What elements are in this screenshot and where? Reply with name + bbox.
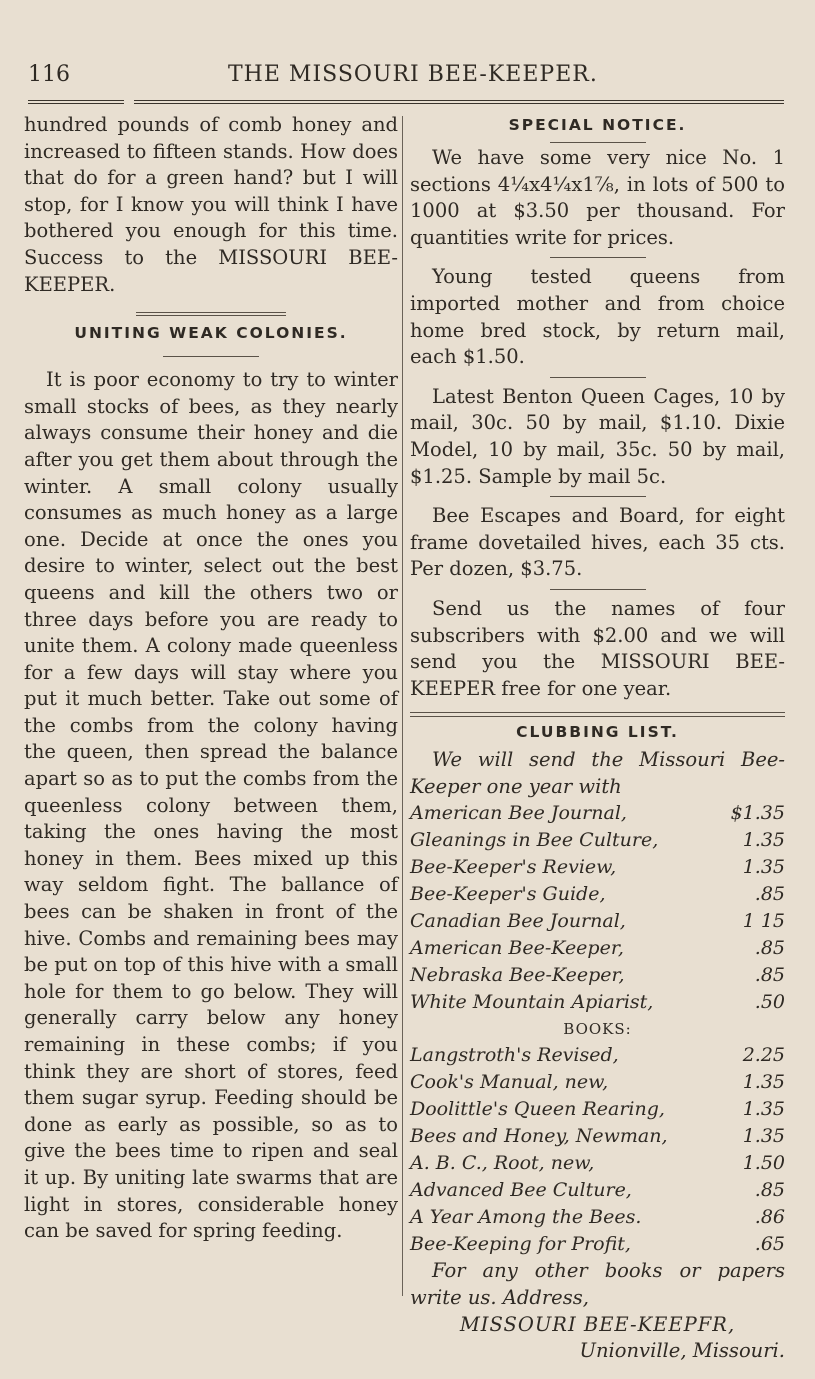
list-item: American Bee-Keeper, .85 — [410, 937, 785, 960]
heading-rule — [163, 356, 259, 357]
clubbing-intro: We will send the Missouri Bee-Keeper one year with — [410, 748, 785, 798]
club-rule-top-2 — [410, 716, 785, 717]
publisher-name: MISSOURI BEE-KEEPFR, — [459, 1312, 736, 1336]
closing-text: For any other books or papers write us. Address, — [410, 1259, 785, 1310]
notice-rule-0 — [550, 142, 646, 143]
notice-queens: Young tested queens from imported mother and from choice home bred stock, by return mail, each $1.50. — [410, 265, 785, 369]
books-label: BOOKS: — [563, 1020, 632, 1039]
column-divider — [402, 116, 403, 1296]
page-header — [28, 62, 784, 96]
list-item: Doolittle's Queen Rearing, 1.35 — [410, 1098, 785, 1121]
notice-rule-1 — [550, 257, 646, 258]
list-item: White Mountain Apiarist, .50 — [410, 991, 785, 1014]
notice-rule-4 — [550, 589, 646, 590]
header-rule-left-2 — [28, 103, 124, 104]
books-list — [410, 1042, 785, 1258]
list-item: American Bee Journal, $1.35 — [410, 802, 785, 825]
header-rule-left — [28, 100, 124, 101]
section-rule — [136, 312, 286, 313]
notice-escapes: Bee Escapes and Board, for eight frame dovetailed hives, each 35 cts. Per dozen, $3.75. — [410, 504, 785, 581]
list-item: Bees and Honey, Newman, 1.35 — [410, 1125, 785, 1148]
list-item: A. B. C., Root, new, 1.50 — [410, 1152, 785, 1175]
publisher-location: Unionville, Missouri. — [579, 1339, 785, 1363]
notice-rule-2 — [550, 377, 646, 378]
notice-subscribers: Send us the names of four subscribers with $2.00 and we will send you the MISSOURI BEE-KEEPER free for one year. — [410, 596, 785, 700]
club-rule-top — [410, 712, 785, 713]
list-item: Nebraska Bee-Keeper, .85 — [410, 964, 785, 987]
periodicals-list — [410, 800, 785, 1016]
left-column — [24, 112, 398, 1245]
letter-closing-text: hundred pounds of comb honey and increased to fifteen stands. How does that do for a green hand? but I will stop, for I know you will think I have bothered you enough for this time. Success to the MISSOURI BEE-KEEPER. — [24, 113, 398, 296]
page-number: 116 — [28, 62, 70, 87]
list-item: Cook's Manual, new, 1.35 — [410, 1071, 785, 1094]
right-column — [410, 112, 785, 1365]
uniting-article-body: It is poor economy to try to winter small stocks of bees, as they nearly always consume their honey and die after you get them about through the winter. A small colony usually consumes as much honey as a large one. Decide at once the ones you desire to winter, select out the best queens and kill the others two or three days before you are ready to unite them. A colony made queenless for a few days will stay where you put it much better. Take out some of the combs from the colony having the queen, then spread the balance apart so as to put the combs from the queenless colony between them, taking the ones having the most honey in them. Bees mixed up this way seldom fight. The ballance of bees can be shaken in front of the hive. Combs and remaining bees may be put on top of this hive with a small hole for them to go below. They will generally carry below any honey remaining in these combs; if you think they are short of stores, feed them sugar syrup. Feeding should be done as early as possible, so as to give the bees time to ripen and seal it up. By uniting late swarms that are light in stores, considerable honey can be saved for spring feeding. — [24, 368, 398, 1243]
uniting-heading: UNITING WEAK COLONIES. — [74, 324, 348, 343]
list-item: Langstroth's Revised, 2.25 — [410, 1044, 785, 1067]
list-item: Bee-Keeper's Guide, .85 — [410, 883, 785, 906]
list-item: Canadian Bee Journal, 1 15 — [410, 910, 785, 933]
special-notice-heading: SPECIAL NOTICE. — [508, 116, 687, 134]
header-rule-main-2 — [134, 103, 784, 104]
notice-rule-3 — [550, 496, 646, 497]
list-item: Advanced Bee Culture, .85 — [410, 1179, 785, 1202]
list-item: Bee-Keeper's Review, 1.35 — [410, 856, 785, 879]
clubbing-list-heading: CLUBBING LIST. — [516, 723, 679, 742]
running-title: THE MISSOURI BEE-KEEPER. — [228, 62, 598, 87]
list-item: Bee-Keeping for Profit, .65 — [410, 1233, 785, 1256]
header-rule-main — [134, 100, 784, 101]
list-item: A Year Among the Bees. .86 — [410, 1206, 785, 1229]
section-rule-2 — [136, 315, 286, 316]
notice-cages: Latest Benton Queen Cages, 10 by mail, 30c. 50 by mail, $1.10. Dixie Model, 10 by mail, 35c. 50 by mail, $1.25. Sample by mail 5c. — [410, 384, 785, 488]
notice-sections: We have some very nice No. 1 sections 4¼x4¼x1⅞, in lots of 500 to 1000 at $3.50 per thousand. For quantities write for prices. — [410, 146, 785, 249]
list-item: Gleanings in Bee Culture, 1.35 — [410, 829, 785, 852]
